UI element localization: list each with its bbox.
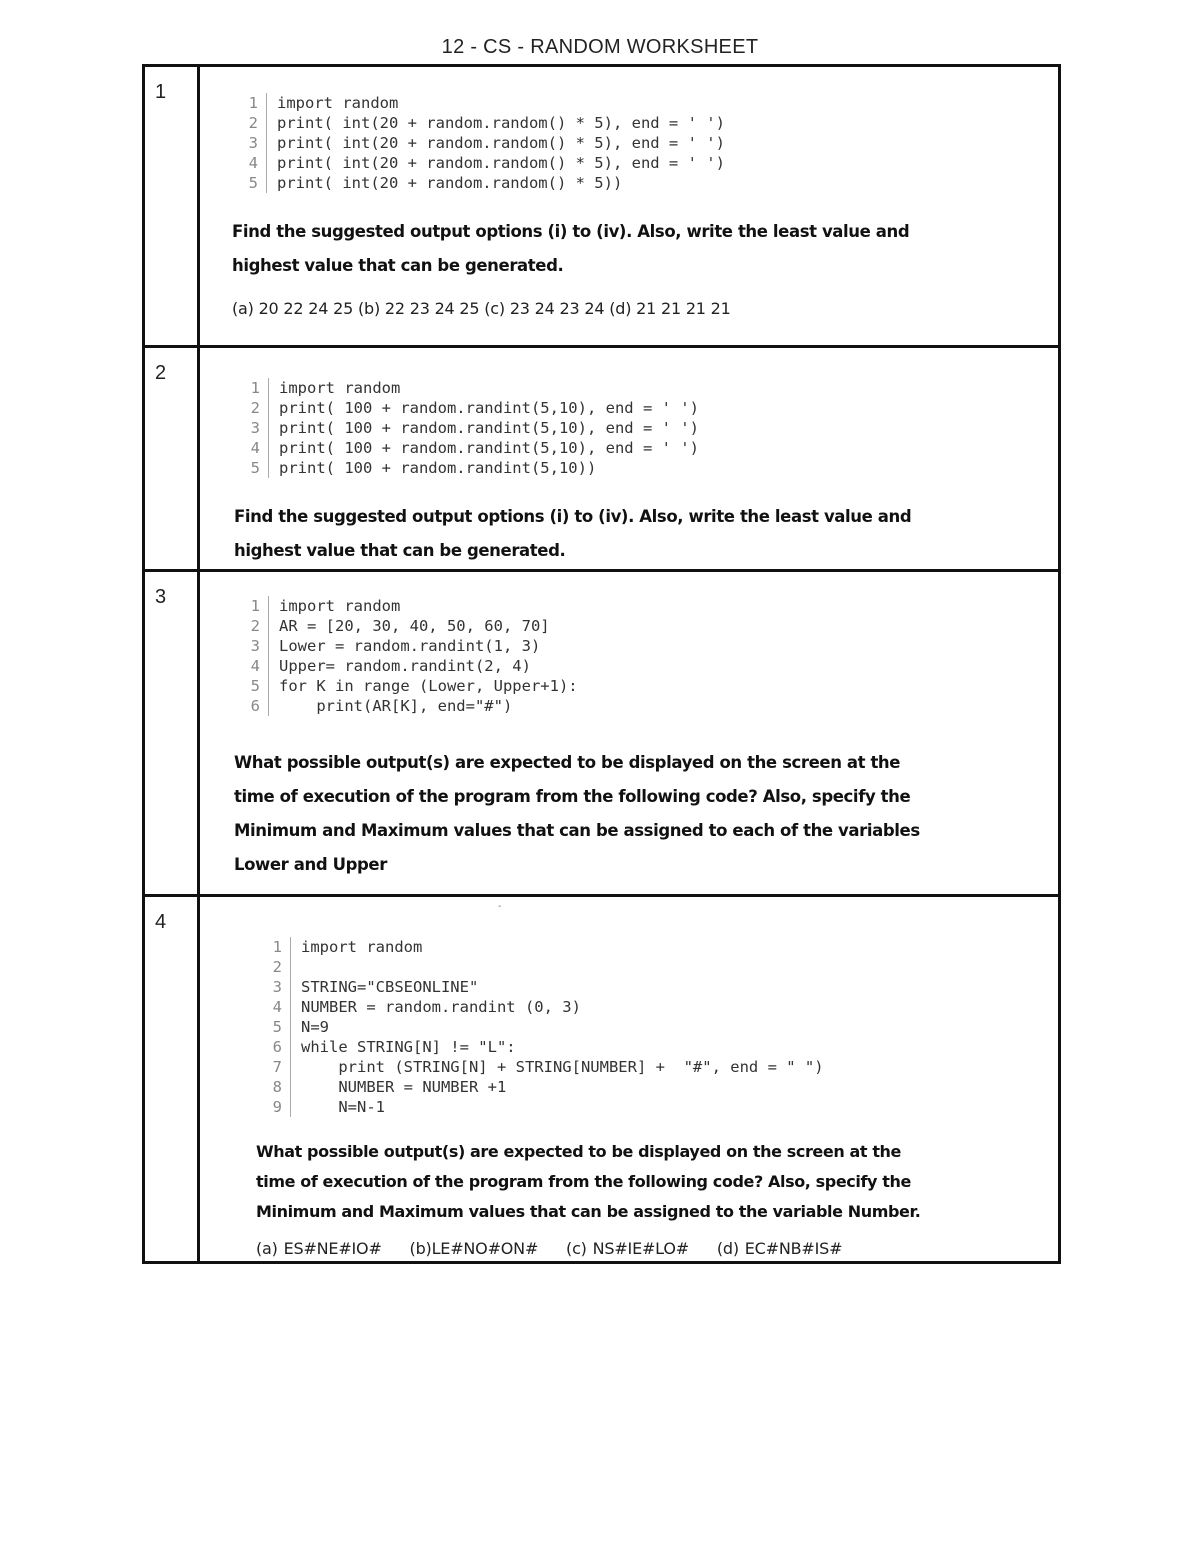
line-number: 8 <box>256 1077 291 1097</box>
line-number: 2 <box>234 398 269 418</box>
answer-option: (b)LE#NO#ON# <box>409 1239 539 1258</box>
code-line <box>234 656 1058 676</box>
code-text: print( 100 + random.randint(5,10), end = ' ') <box>279 399 699 417</box>
code-text: while STRING[N] != "L": <box>301 1038 516 1056</box>
code-line <box>256 1077 1058 1097</box>
code-text: print( 100 + random.randint(5,10), end = ' ') <box>279 439 699 457</box>
code-line <box>232 133 1058 153</box>
code-text: print(AR[K], end="#") <box>279 697 513 715</box>
question-cell <box>199 896 1060 1263</box>
answer-options: (a) 20 22 24 25 (b) 22 23 24 25 (c) 23 24 23 24 (d) 21 21 21 21 <box>232 299 731 318</box>
line-number: 4 <box>234 438 269 458</box>
question-number: 1 <box>144 66 199 347</box>
code-block <box>234 596 1058 716</box>
code-line <box>256 1057 1058 1077</box>
code-line <box>234 616 1058 636</box>
code-text: print( int(20 + random.random() * 5), end = ' ') <box>277 134 725 152</box>
code-block <box>256 937 1058 1117</box>
question-line: highest value that can be generated. <box>232 256 564 275</box>
code-line <box>234 398 1058 418</box>
page-title: 12 - CS - RANDOM WORKSHEET <box>441 36 759 58</box>
code-line <box>256 957 1058 977</box>
question-line: highest value that can be generated. <box>234 541 566 560</box>
line-number: 5 <box>232 173 267 193</box>
code-text: print( int(20 + random.random() * 5)) <box>277 174 623 192</box>
code-text: Lower = random.randint(1, 3) <box>279 637 541 655</box>
code-text: print( int(20 + random.random() * 5), end = ' ') <box>277 154 725 172</box>
line-number: 5 <box>234 676 269 696</box>
code-line <box>232 113 1058 133</box>
line-number: 2 <box>256 957 291 977</box>
line-number: 1 <box>232 93 267 113</box>
worksheet-table <box>142 64 1061 1264</box>
code-text: for K in range (Lower, Upper+1): <box>279 677 578 695</box>
line-number: 1 <box>256 937 291 957</box>
code-text: print( int(20 + random.random() * 5), end = ' ') <box>277 114 725 132</box>
question-text <box>256 1137 1058 1227</box>
code-line <box>234 438 1058 458</box>
code-line <box>256 1097 1058 1117</box>
line-number: 4 <box>256 997 291 1017</box>
line-number: 3 <box>234 418 269 438</box>
line-number: 5 <box>256 1017 291 1037</box>
code-line <box>234 596 1058 616</box>
line-number: 3 <box>232 133 267 153</box>
code-text: Upper= random.randint(2, 4) <box>279 657 531 675</box>
question-line: What possible output(s) are expected to be displayed on the screen at the <box>256 1142 902 1161</box>
question-number: 4 <box>144 896 199 1263</box>
code-block <box>232 93 1058 193</box>
code-text: print( 100 + random.randint(5,10), end = ' ') <box>279 419 699 437</box>
line-number: 4 <box>232 153 267 173</box>
code-text: print (STRING[N] + STRING[NUMBER] + "#", end = " ") <box>301 1058 824 1076</box>
line-number: 5 <box>234 458 269 478</box>
code-line <box>234 696 1058 716</box>
line-number: 2 <box>232 113 267 133</box>
line-number: 9 <box>256 1097 291 1117</box>
code-text: NUMBER = random.randint (0, 3) <box>301 998 581 1016</box>
code-text: import random <box>301 938 423 956</box>
code-text: print( 100 + random.randint(5,10)) <box>279 459 597 477</box>
question-line: Find the suggested output options (i) to (iv). Also, write the least value and <box>234 507 912 526</box>
question-number: 2 <box>144 347 199 571</box>
question-row <box>144 347 1060 571</box>
line-number: 3 <box>256 977 291 997</box>
line-number: 2 <box>234 616 269 636</box>
code-line <box>256 977 1058 997</box>
code-line <box>256 1017 1058 1037</box>
code-line <box>234 636 1058 656</box>
question-line: What possible output(s) are expected to be displayed on the screen at the <box>234 753 901 772</box>
question-text <box>234 500 1058 568</box>
question-number: 3 <box>144 571 199 896</box>
code-line <box>256 997 1058 1017</box>
question-line: time of execution of the program from the following code? Also, specify the <box>256 1172 911 1191</box>
code-text: import random <box>277 94 399 112</box>
answer-options <box>256 1239 1058 1258</box>
code-line <box>234 458 1058 478</box>
code-text: import random <box>279 379 401 397</box>
code-line <box>234 378 1058 398</box>
answer-option: (a) ES#NE#IO# <box>256 1239 382 1258</box>
code-text: NUMBER = NUMBER +1 <box>301 1078 507 1096</box>
code-line <box>256 937 1058 957</box>
question-row <box>144 66 1060 347</box>
answer-option: (c) NS#IE#LO# <box>566 1239 689 1258</box>
code-line <box>234 676 1058 696</box>
question-line: Minimum and Maximum values that can be assigned to each of the variables <box>234 821 920 840</box>
line-number: 6 <box>234 696 269 716</box>
code-line <box>232 153 1058 173</box>
code-line <box>234 418 1058 438</box>
line-number: 4 <box>234 656 269 676</box>
question-line: Minimum and Maximum values that can be assigned to the variable Number. <box>256 1202 921 1221</box>
line-number: 1 <box>234 378 269 398</box>
line-number: 1 <box>234 596 269 616</box>
question-text <box>234 746 1058 882</box>
question-cell <box>199 347 1060 571</box>
question-line: Find the suggested output options (i) to (iv). Also, write the least value and <box>232 222 910 241</box>
code-text: N=9 <box>301 1018 329 1036</box>
code-block <box>234 378 1058 478</box>
question-text <box>232 215 1058 283</box>
question-line: Lower and Upper <box>234 855 387 874</box>
question-line: time of execution of the program from the following code? Also, specify the <box>234 787 911 806</box>
code-text: STRING="CBSEONLINE" <box>301 978 479 996</box>
code-text: N=N-1 <box>301 1098 385 1116</box>
question-row <box>144 896 1060 1263</box>
line-number: 7 <box>256 1057 291 1077</box>
question-row <box>144 571 1060 896</box>
code-line <box>232 93 1058 113</box>
code-line <box>256 1037 1058 1057</box>
code-text: import random <box>279 597 401 615</box>
question-cell <box>199 571 1060 896</box>
line-number: 3 <box>234 636 269 656</box>
stray-mark: - <box>498 901 502 912</box>
question-cell <box>199 66 1060 347</box>
code-line <box>232 173 1058 193</box>
code-text: AR = [20, 30, 40, 50, 60, 70] <box>279 617 550 635</box>
line-number: 6 <box>256 1037 291 1057</box>
answer-option: (d) EC#NB#IS# <box>716 1239 843 1258</box>
